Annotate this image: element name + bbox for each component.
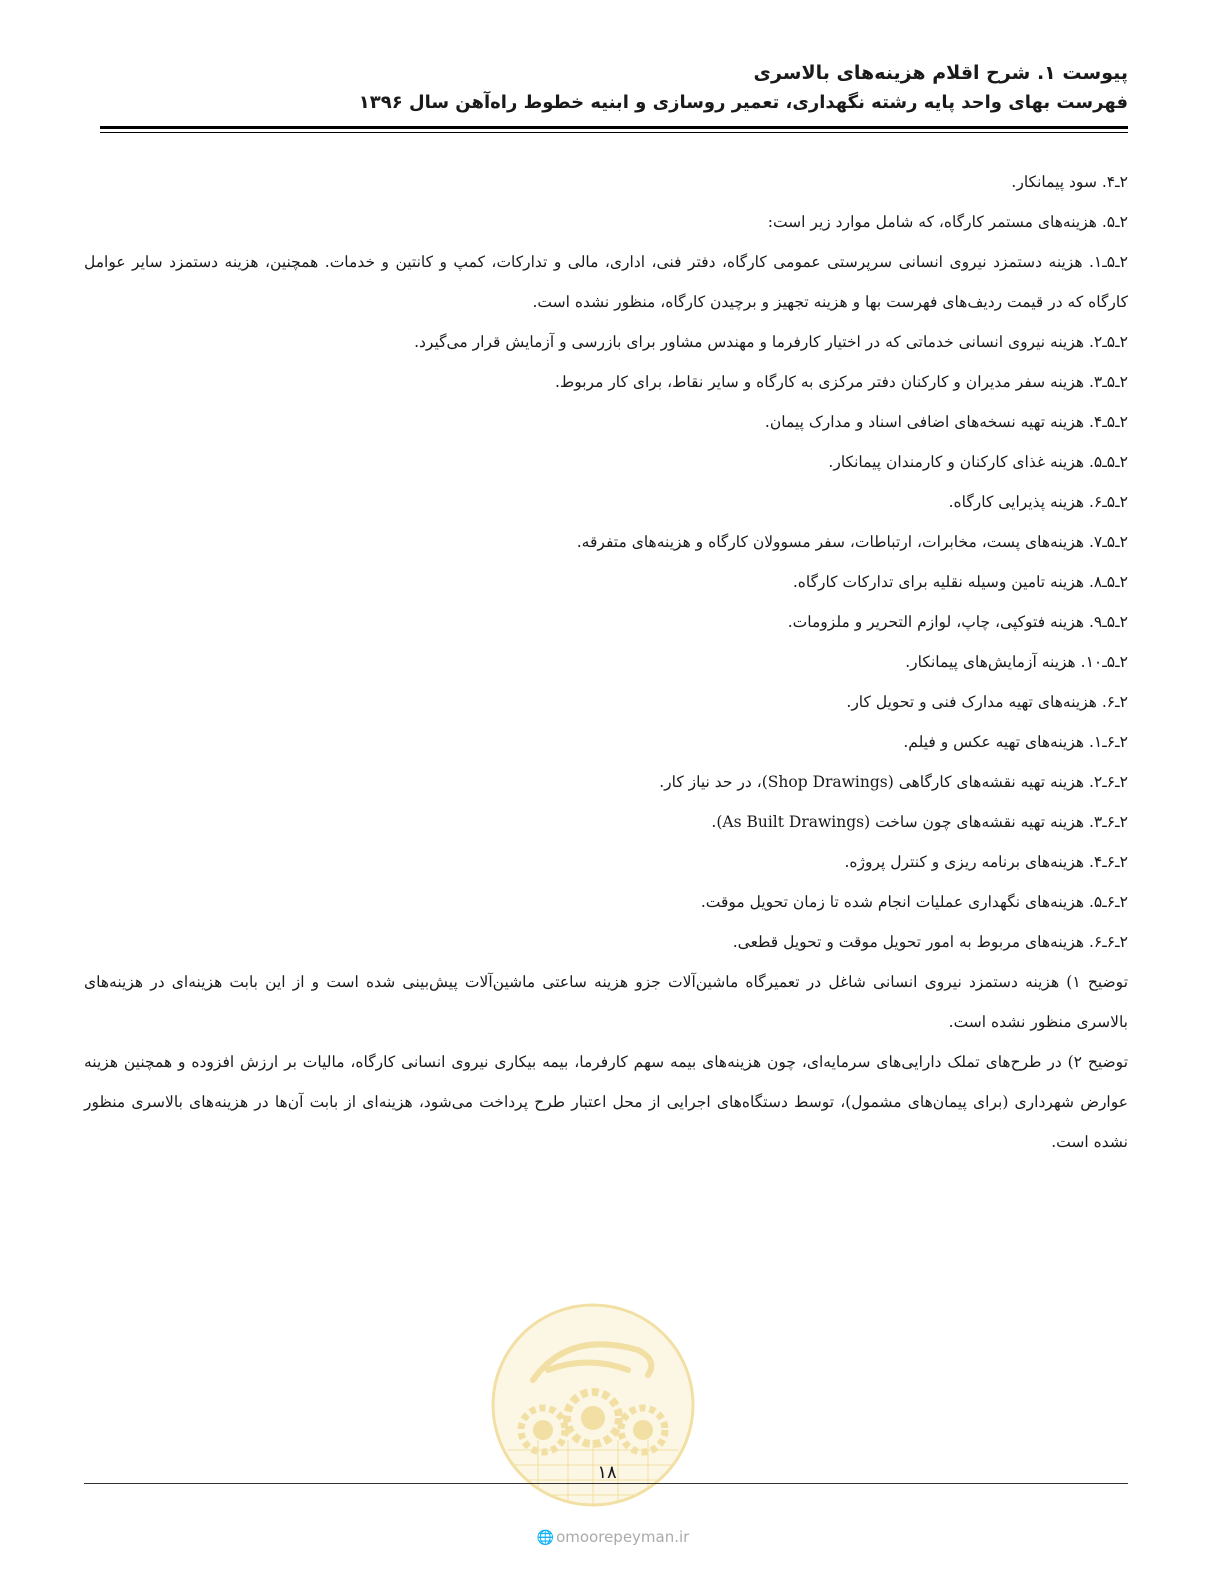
note-2: توضیح ۲) در طرح‌های تملک دارایی‌های سرمایه‌ای، چون هزینه‌های بیمه سهم کارفرما، بیمه بیکاری نیروی انسانی کارگاه، مالیات بر ارزش افزوده و همچنین هزینه عوارض شهرداری (برای پیمان‌های مشمول)، توسط دستگاه‌های اجرایی از محل اعتبار طرح پرداخت می‌شود، هزینه‌ای از بابت آن‌ها در هزینه‌های بالاسری منظور نشده است. [84,1053,1129,1151]
paragraph-2-5-1: ۲ـ۵ـ۱. هزینه دستمزد نیروی انسانی سرپرستی عمومی کارگاه، دفتر فنی، اداری، مالی و تدارکات، کمپ و کانتین و خدمات. همچنین، هزینه دستمزد سایر عوامل کارگاه که در قیمت ردیف‌های فهرست بها و هزینه تجهیز و برچیدن کارگاه، منظور نشده است. [84,253,1128,311]
list-item: ۲ـ۵. هزینه‌های مستمر کارگاه، که شامل موارد زیر است: [767,213,1128,231]
list-item: ۲ـ۵ـ۷. هزینه‌های پست، مخابرات، ارتباطات، سفر مسوولان کارگاه و هزینه‌های متفرقه. [576,533,1128,551]
list-item: ۲ـ۵ـ۳. هزینه سفر مدیران و کارکنان دفتر مرکزی به کارگاه و سایر نقاط، برای کار مربوط. [554,373,1128,391]
site-watermark [498,1528,728,1546]
page-number: ۱۸ [597,1462,617,1483]
document-subtitle: فهرست بهای واحد پایه رشته نگهداری، تعمیر روسازی و ابنیه خطوط راه‌آهن سال ۱۳۹۶ [358,92,1128,113]
list-item: ۲ـ۴. سود پیمانکار. [1011,173,1128,191]
site-url: omoorepeyman.ir [556,1528,690,1546]
list-item: ۲ـ۵ـ۴. هزینه تهیه نسخه‌های اضافی اسناد و مدارک پیمان. [764,413,1128,431]
page-header [100,58,1128,118]
list-item: ۲ـ۶. هزینه‌های تهیه مدارک فنی و تحویل کار. [846,693,1128,711]
list-item: ۲ـ۵ـ۸. هزینه تامین وسیله نقلیه برای تدارکات کارگاه. [792,573,1128,591]
list-item: ۲ـ۵ـ۲. هزینه نیروی انسانی خدماتی که در اختیار کارفرما و مهندس مشاور برای بازرسی و آزمایش قرار می‌گیرد. [414,333,1128,351]
body-content [84,162,1128,1162]
list-item: ۲ـ۵ـ۱۰. هزینه آزمایش‌های پیمانکار. [905,653,1128,671]
list-item: ۲ـ۶ـ۲. هزینه تهیه نقشه‌های کارگاهی (Shop Drawings)، در حد نیاز کار. [659,773,1128,791]
list-item: ۲ـ۵ـ۵. هزینه غذای کارکنان و کارمندان پیمانکار. [828,453,1128,471]
appendix-title: پیوست ۱. شرح اقلام هزینه‌های بالاسری [753,62,1128,84]
list-item: ۲ـ۶ـ۳. هزینه تهیه نقشه‌های چون ساخت (As Built Drawings). [711,813,1128,831]
footer-rule [84,1483,1128,1484]
header-rule-thin [100,132,1128,133]
list-item: ۲ـ۶ـ۴. هزینه‌های برنامه ریزی و کنترل پروژه. [844,853,1128,871]
list-item: ۲ـ۵ـ۹. هزینه فتوکپی، چاپ، لوازم التحریر و ملزومات. [787,613,1128,631]
globe-icon: 🌐 [536,1530,555,1546]
list-item: ۲ـ۵ـ۶. هزینه پذیرایی کارگاه. [948,493,1128,511]
list-item: ۲ـ۶ـ۶. هزینه‌های مربوط به امور تحویل موقت و تحویل قطعی. [732,933,1128,951]
list-item: ۲ـ۶ـ۱. هزینه‌های تهیه عکس و فیلم. [903,733,1128,751]
list-item: ۲ـ۶ـ۵. هزینه‌های نگهداری عملیات انجام شده تا زمان تحویل موقت. [700,893,1128,911]
header-rule-thick [100,126,1128,129]
note-1: توضیح ۱) هزینه دستمزد نیروی انسانی شاغل در تعمیرگاه ماشین‌آلات جزو هزینه ساعتی ماشین‌آلات پیش‌بینی شده است و از این بابت هزینه‌ای در هزینه‌های بالاسری منظور نشده است. [84,973,1129,1031]
